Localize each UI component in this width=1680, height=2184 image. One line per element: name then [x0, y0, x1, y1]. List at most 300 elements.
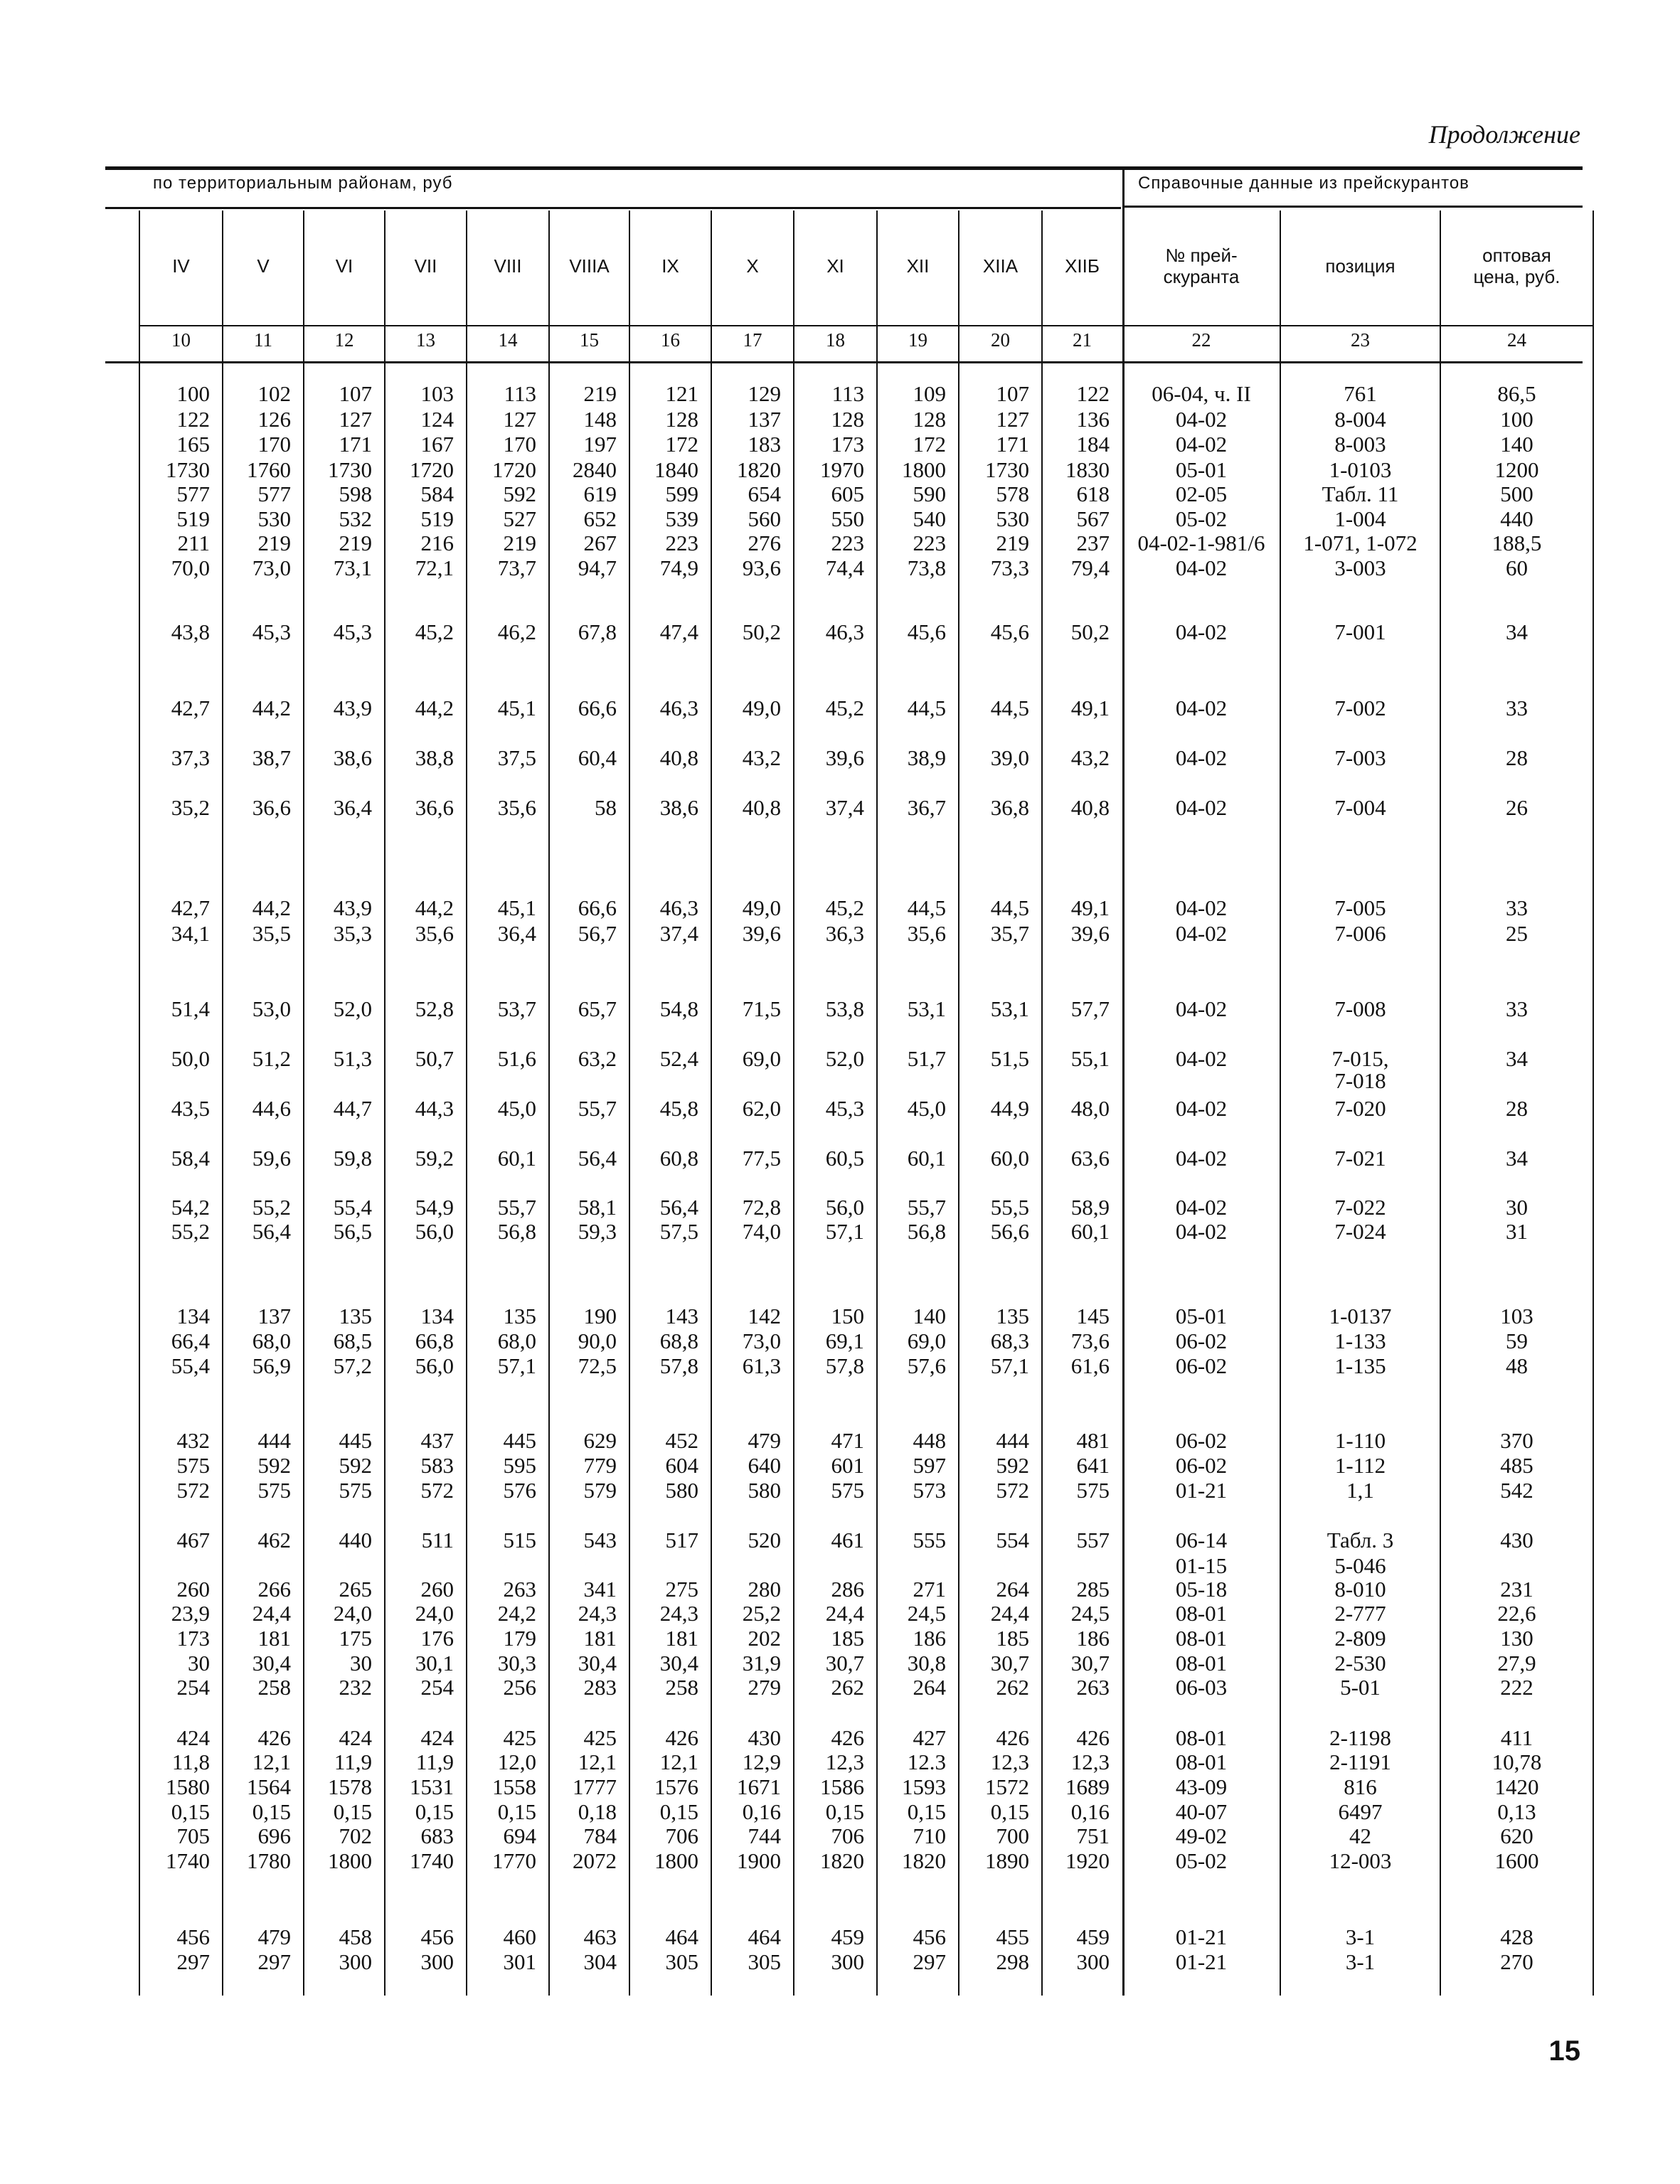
table-cell: 181 — [665, 1626, 698, 1651]
column-number: 19 — [908, 329, 927, 351]
table-cell: 30,4 — [659, 1651, 698, 1676]
table-cell: 60,0 — [990, 1146, 1029, 1171]
table-cell: 31,9 — [742, 1651, 781, 1676]
table-cell: 605 — [831, 481, 864, 506]
table-cell: 38,6 — [659, 795, 698, 820]
table-cell: 45,8 — [659, 1096, 698, 1121]
page-number: 15 — [1548, 2035, 1580, 2067]
table-cell: 56,5 — [333, 1219, 372, 1244]
table-cell: 66,4 — [171, 1328, 210, 1353]
table-cell: 5-01 — [1340, 1675, 1381, 1700]
table-cell: 260 — [420, 1577, 454, 1602]
table-cell: 0,16 — [742, 1799, 781, 1824]
table-cell: 33 — [1506, 895, 1528, 920]
table-cell: 2-1198 — [1329, 1725, 1391, 1750]
table-cell: 46,3 — [659, 895, 698, 920]
table-cell: 12,1 — [578, 1749, 617, 1774]
table-cell: 583 — [420, 1453, 454, 1478]
table-cell: 297 — [176, 1949, 210, 1974]
table-cell: 51,6 — [497, 1046, 536, 1071]
table-cell: 57,1 — [990, 1353, 1029, 1378]
table-cell: 36,4 — [333, 795, 372, 820]
table-cell: 45,1 — [497, 895, 536, 920]
table-cell: 34 — [1506, 1146, 1528, 1171]
table-cell: 127 — [339, 407, 372, 432]
table-cell: 74,9 — [659, 555, 698, 580]
table-cell: 05-02 — [1175, 506, 1228, 531]
table-cell: 55,1 — [1070, 1046, 1110, 1071]
table-cell: 1730 — [328, 457, 372, 482]
table-cell: 560 — [748, 506, 781, 531]
table-cell: 572 — [420, 1478, 454, 1503]
table-cell: 04-02 — [1175, 1096, 1228, 1121]
table-cell: 219 — [257, 531, 291, 555]
table-cell: 44,5 — [990, 895, 1029, 920]
column-header: VII — [414, 255, 437, 277]
table-cell: 73,0 — [742, 1328, 781, 1353]
table-cell: 93,6 — [742, 555, 781, 580]
table-cell: 140 — [913, 1304, 946, 1328]
table-cell: 7-005 — [1334, 895, 1386, 920]
column-header: позиция — [1325, 255, 1395, 277]
table-cell: 584 — [420, 481, 454, 506]
table-cell: 459 — [831, 1924, 864, 1949]
table-cell: 69,1 — [825, 1328, 864, 1353]
table-cell: 45,0 — [907, 1096, 946, 1121]
table-cell: 68,0 — [497, 1328, 536, 1353]
table-cell: 219 — [503, 531, 536, 555]
table-cell: 452 — [665, 1428, 698, 1453]
table-cell: 5-046 — [1334, 1553, 1386, 1578]
column-number: 20 — [991, 329, 1010, 351]
table-cell: 172 — [913, 432, 946, 457]
table-cell: 1740 — [410, 1848, 454, 1873]
table-cell: 39,6 — [1070, 921, 1110, 946]
table-cell: 479 — [257, 1924, 291, 1949]
table-cell: 73,7 — [497, 555, 536, 580]
table-cell: 784 — [583, 1823, 617, 1848]
table-cell: 72,5 — [578, 1353, 617, 1378]
table-cell: 592 — [503, 481, 536, 506]
table-cell: 44,5 — [907, 895, 946, 920]
table-cell: 260 — [176, 1577, 210, 1602]
table-cell: 300 — [420, 1949, 454, 1974]
table-cell: 135 — [503, 1304, 536, 1328]
table-cell: 542 — [1500, 1478, 1533, 1503]
column-header: V — [257, 255, 270, 277]
table-cell: 262 — [831, 1675, 864, 1700]
table-cell: 56,4 — [252, 1219, 291, 1244]
column-header-rule — [139, 325, 1593, 326]
table-cell: 57,5 — [659, 1219, 698, 1244]
column-header: № прей- скуранта — [1163, 245, 1240, 287]
table-cell: 539 — [665, 506, 698, 531]
table-cell: 202 — [748, 1626, 781, 1651]
table-cell: 7-020 — [1334, 1096, 1386, 1121]
table-cell: 74,4 — [825, 555, 864, 580]
table-cell: 460 — [503, 1924, 536, 1949]
table-cell: 1-110 — [1334, 1428, 1386, 1453]
table-cell: 1760 — [247, 457, 291, 482]
table-cell: 26 — [1506, 795, 1528, 820]
table-cell: 279 — [748, 1675, 781, 1700]
table-cell: 10,78 — [1492, 1749, 1542, 1774]
table-cell: 36,4 — [497, 921, 536, 946]
table-cell: 12,1 — [252, 1749, 291, 1774]
table-cell: 56,4 — [659, 1195, 698, 1220]
table-cell: 188,5 — [1492, 531, 1542, 555]
table-cell: 45,6 — [990, 619, 1029, 644]
table-cell: 44,2 — [252, 895, 291, 920]
table-cell: 300 — [831, 1949, 864, 1974]
table-cell: 619 — [583, 481, 617, 506]
table-cell: 1-133 — [1334, 1328, 1386, 1353]
table-cell: 618 — [1076, 481, 1110, 506]
table-cell: 1420 — [1494, 1774, 1539, 1799]
table-cell: 04-02 — [1175, 996, 1228, 1021]
table-cell: 432 — [176, 1428, 210, 1453]
table-cell: 190 — [583, 1304, 617, 1328]
table-cell: 37,4 — [825, 795, 864, 820]
table-cell: 68,3 — [990, 1328, 1029, 1353]
table-cell: 52,4 — [659, 1046, 698, 1071]
table-cell: 60 — [1506, 555, 1528, 580]
table-cell: 411 — [1500, 1725, 1533, 1750]
table-cell: 08-01 — [1175, 1749, 1228, 1774]
table-cell: 532 — [339, 506, 372, 531]
table-cell: 11,9 — [415, 1749, 454, 1774]
column-header: XII — [906, 255, 930, 277]
table-cell: 04-02-1-981/6 — [1137, 531, 1265, 555]
table-cell: 181 — [583, 1626, 617, 1651]
table-cell: 06-02 — [1175, 1328, 1228, 1353]
table-cell: 425 — [503, 1725, 536, 1750]
table-cell: 567 — [1076, 506, 1110, 531]
table-cell: 184 — [1076, 432, 1110, 457]
table-cell: 430 — [1500, 1528, 1533, 1552]
table-cell: 0,15 — [990, 1799, 1029, 1824]
table-cell: 1-112 — [1334, 1453, 1386, 1478]
table-cell: 1780 — [247, 1848, 291, 1873]
table-cell: 04-02 — [1175, 555, 1228, 580]
table-cell: 223 — [665, 531, 698, 555]
table-cell: 276 — [748, 531, 781, 555]
table-cell: 56,9 — [252, 1353, 291, 1378]
table-cell: 40,8 — [659, 745, 698, 770]
table-cell: 265 — [339, 1577, 372, 1602]
table-cell: 100 — [176, 381, 210, 406]
table-cell: 01-21 — [1175, 1478, 1228, 1503]
table-cell: 04-02 — [1175, 795, 1228, 820]
table-cell: 543 — [583, 1528, 617, 1552]
table-cell: 74,0 — [742, 1219, 781, 1244]
table-cell: 150 — [831, 1304, 864, 1328]
table-cell: 223 — [831, 531, 864, 555]
table-cell: 39,6 — [742, 921, 781, 946]
table-cell: 455 — [996, 1924, 1029, 1949]
table-cell: 73,1 — [333, 555, 372, 580]
table-cell: 7-008 — [1334, 996, 1386, 1021]
table-cell: 440 — [1500, 506, 1533, 531]
table-cell: 575 — [831, 1478, 864, 1503]
table-cell: 12,3 — [1070, 1749, 1110, 1774]
table-cell: 1890 — [985, 1848, 1029, 1873]
table-cell: 34 — [1506, 619, 1528, 644]
table-cell: 135 — [996, 1304, 1029, 1328]
table-cell: 2-1191 — [1329, 1749, 1391, 1774]
table-cell: 1-135 — [1334, 1353, 1386, 1378]
table-cell: 55,4 — [171, 1353, 210, 1378]
table-cell: 1531 — [410, 1774, 454, 1799]
table-cell: 601 — [831, 1453, 864, 1478]
table-cell: 45,6 — [907, 619, 946, 644]
table-cell: 12,0 — [497, 1749, 536, 1774]
table-cell: 456 — [176, 1924, 210, 1949]
table-cell: 24,3 — [578, 1601, 617, 1626]
table-cell: 24,2 — [497, 1601, 536, 1626]
table-cell: 54,2 — [171, 1195, 210, 1220]
table-cell: 04-02 — [1175, 619, 1228, 644]
table-cell: 597 — [913, 1453, 946, 1478]
table-cell: 263 — [503, 1577, 536, 1602]
table-cell: 43,2 — [1070, 745, 1110, 770]
table-cell: 232 — [339, 1675, 372, 1700]
table-cell: 258 — [257, 1675, 291, 1700]
table-cell: 46,3 — [659, 696, 698, 720]
table-cell: 50,2 — [742, 619, 781, 644]
table-cell: 8-003 — [1334, 432, 1386, 457]
table-cell: 264 — [996, 1577, 1029, 1602]
table-cell: 60,4 — [578, 745, 617, 770]
table-cell: 05-02 — [1175, 1848, 1228, 1873]
table-cell: 479 — [748, 1428, 781, 1453]
table-cell: 629 — [583, 1428, 617, 1453]
table-cell: 1720 — [492, 457, 536, 482]
table-cell: 69,0 — [742, 1046, 781, 1071]
table-cell: 2-530 — [1334, 1651, 1386, 1676]
table-cell: 45,2 — [825, 895, 864, 920]
table-cell: 42 — [1349, 1823, 1371, 1848]
table-cell: 1572 — [985, 1774, 1029, 1799]
table-cell: 44,6 — [252, 1096, 291, 1121]
table-cell: 1830 — [1065, 457, 1110, 482]
table-cell: 7-015, — [1331, 1046, 1389, 1071]
column-number: 24 — [1507, 329, 1526, 351]
table-cell: 04-02 — [1175, 1195, 1228, 1220]
table-cell: 599 — [665, 481, 698, 506]
table-cell: 1,1 — [1346, 1478, 1374, 1503]
table-cell: 266 — [257, 1577, 291, 1602]
table-cell: 12,1 — [659, 1749, 698, 1774]
table-cell: 107 — [339, 381, 372, 406]
table-cell: 572 — [176, 1478, 210, 1503]
table-cell: 25 — [1506, 921, 1528, 946]
table-cell: 24,5 — [907, 1601, 946, 1626]
table-cell: 56,4 — [578, 1146, 617, 1171]
table-cell: 04-02 — [1175, 1146, 1228, 1171]
table-cell: 57,1 — [825, 1219, 864, 1244]
table-cell: 171 — [996, 432, 1029, 457]
table-cell: 219 — [996, 531, 1029, 555]
table-cell: 60,8 — [659, 1146, 698, 1171]
table-cell: 171 — [339, 432, 372, 457]
table-cell: 2840 — [573, 457, 617, 482]
table-cell: 0,15 — [907, 1799, 946, 1824]
table-cell: 575 — [257, 1478, 291, 1503]
table-cell: 7-001 — [1334, 619, 1386, 644]
table-cell: 577 — [257, 481, 291, 506]
table-cell: 49,0 — [742, 895, 781, 920]
table-cell: 44,3 — [415, 1096, 454, 1121]
table-cell: 517 — [665, 1528, 698, 1552]
table-cell: 604 — [665, 1453, 698, 1478]
table-cell: 275 — [665, 1577, 698, 1602]
table-cell: 33 — [1506, 996, 1528, 1021]
table-cell: 24,5 — [1070, 1601, 1110, 1626]
table-cell: 2-809 — [1334, 1626, 1386, 1651]
table-cell: 271 — [913, 1577, 946, 1602]
table-cell: 06-02 — [1175, 1428, 1228, 1453]
table-cell: 580 — [665, 1478, 698, 1503]
table-cell: 456 — [420, 1924, 454, 1949]
table-cell: 36,6 — [252, 795, 291, 820]
column-header: XI — [826, 255, 844, 277]
column-number: 23 — [1351, 329, 1370, 351]
table-cell: 540 — [913, 506, 946, 531]
table-cell: 7-018 — [1334, 1068, 1386, 1093]
column-header: XIIА — [982, 255, 1019, 277]
table-cell: 61,3 — [742, 1353, 781, 1378]
table-cell: 36,6 — [415, 795, 454, 820]
table-cell: 73,8 — [907, 555, 946, 580]
table-cell: 427 — [913, 1725, 946, 1750]
table-cell: 46,2 — [497, 619, 536, 644]
table-cell: 04-02 — [1175, 745, 1228, 770]
table-cell: 42,7 — [171, 696, 210, 720]
table-cell: 60,1 — [1070, 1219, 1110, 1244]
table-cell: 3-003 — [1334, 555, 1386, 580]
table-cell: 55,2 — [252, 1195, 291, 1220]
table-cell: 51,3 — [333, 1046, 372, 1071]
table-cell: 28 — [1506, 1096, 1528, 1121]
table-cell: 445 — [503, 1428, 536, 1453]
continued-label: Продолжение — [1428, 120, 1580, 149]
table-cell: 1720 — [410, 457, 454, 482]
table-cell: 219 — [339, 531, 372, 555]
table-cell: 654 — [748, 481, 781, 506]
table-cell: 06-03 — [1175, 1675, 1228, 1700]
table-cell: 59 — [1506, 1328, 1528, 1353]
table-cell: 24,3 — [659, 1601, 698, 1626]
table-cell: 1600 — [1494, 1848, 1539, 1873]
table-cell: 45,3 — [333, 619, 372, 644]
table-cell: 24,0 — [333, 1601, 372, 1626]
table-cell: 38,8 — [415, 745, 454, 770]
table-cell: 1800 — [902, 457, 946, 482]
table-cell: 56,0 — [825, 1195, 864, 1220]
table-cell: 481 — [1076, 1428, 1110, 1453]
table-cell: 46,3 — [825, 619, 864, 644]
table-cell: 103 — [1500, 1304, 1533, 1328]
table-cell: 445 — [339, 1428, 372, 1453]
table-cell: 305 — [748, 1949, 781, 1974]
table-cell: 130 — [1500, 1626, 1533, 1651]
table-cell: 51,5 — [990, 1046, 1029, 1071]
table-cell: 301 — [503, 1949, 536, 1974]
table-cell: 1777 — [573, 1774, 617, 1799]
table-cell: 8-004 — [1334, 407, 1386, 432]
table-cell: 578 — [996, 481, 1029, 506]
table-cell: 35,7 — [990, 921, 1029, 946]
table-cell: 448 — [913, 1428, 946, 1453]
column-header: XIIБ — [1065, 255, 1100, 277]
table-cell: 1820 — [902, 1848, 946, 1873]
table-cell: 170 — [257, 432, 291, 457]
table-cell: 66,6 — [578, 696, 617, 720]
table-cell: 61,6 — [1070, 1353, 1110, 1378]
table-cell: 63,6 — [1070, 1146, 1110, 1171]
table-cell: 70,0 — [171, 555, 210, 580]
table-cell: 263 — [1076, 1675, 1110, 1700]
table-cell: 121 — [665, 381, 698, 406]
table-cell: 60,1 — [907, 1146, 946, 1171]
header-regions: по территориальным районам, руб — [153, 174, 453, 193]
table-cell: 44,2 — [415, 696, 454, 720]
column-number: 14 — [498, 329, 518, 351]
table-cell: 181 — [257, 1626, 291, 1651]
table-cell: 30 — [350, 1651, 372, 1676]
table-cell: 222 — [1500, 1675, 1533, 1700]
table-cell: 08-01 — [1175, 1651, 1228, 1676]
table-cell: 426 — [1076, 1725, 1110, 1750]
table-cell: 06-04, ч. II — [1152, 381, 1251, 406]
table-cell: 683 — [420, 1823, 454, 1848]
table-cell: 62,0 — [742, 1096, 781, 1121]
table-cell: 35,3 — [333, 921, 372, 946]
column-number: 18 — [826, 329, 845, 351]
table-cell: 7-002 — [1334, 696, 1386, 720]
table-cell: 23,9 — [171, 1601, 210, 1626]
group-rule-right — [1124, 206, 1583, 208]
table-cell: 485 — [1500, 1453, 1533, 1478]
table-cell: 12,3 — [825, 1749, 864, 1774]
table-cell: 705 — [176, 1823, 210, 1848]
table-cell: 06-02 — [1175, 1353, 1228, 1378]
table-cell: 426 — [665, 1725, 698, 1750]
table-cell: 462 — [257, 1528, 291, 1552]
table-cell: 73,6 — [1070, 1328, 1110, 1353]
table-cell: 579 — [583, 1478, 617, 1503]
table-cell: 283 — [583, 1675, 617, 1700]
table-cell: 3-1 — [1345, 1924, 1376, 1949]
table-cell: 148 — [583, 407, 617, 432]
table-cell: 254 — [420, 1675, 454, 1700]
table-cell: 55,5 — [990, 1195, 1029, 1220]
table-cell: 440 — [339, 1528, 372, 1552]
table-cell: 53,0 — [252, 996, 291, 1021]
table-cell: 44,2 — [415, 895, 454, 920]
table-cell: 65,7 — [578, 996, 617, 1021]
table-cell: 694 — [503, 1823, 536, 1848]
table-cell: 11,9 — [334, 1749, 372, 1774]
table-cell: 7-003 — [1334, 745, 1386, 770]
table-cell: 2-777 — [1334, 1601, 1386, 1626]
column-number: 11 — [254, 329, 272, 351]
table-cell: 45,1 — [497, 696, 536, 720]
table-cell: 515 — [503, 1528, 536, 1552]
table-cell: 231 — [1500, 1577, 1533, 1602]
table-cell: 43,5 — [171, 1096, 210, 1121]
